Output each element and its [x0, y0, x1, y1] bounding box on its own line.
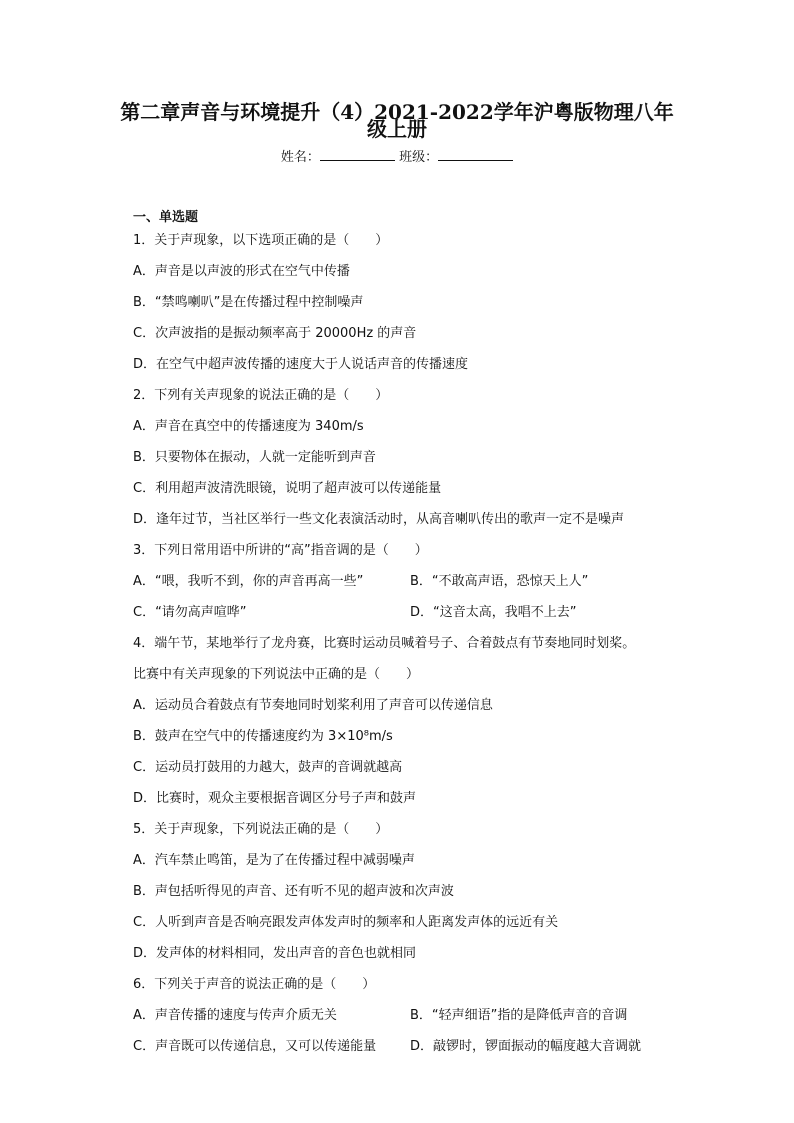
question-line — [133, 449, 693, 480]
question-line — [133, 852, 693, 883]
question-line — [133, 325, 693, 356]
line-text: B．只要物体在振动，人就一定能听到声音 — [133, 450, 376, 465]
line-text: D．在空气中超声波传播的速度大于人说话声音的传播速度 — [133, 357, 469, 372]
question-line — [133, 976, 693, 1007]
student-info — [0, 146, 794, 165]
line-text: C．声音既可以传递信息，又可以传递能量 — [133, 1039, 377, 1054]
line-text: B．“禁鸣喇叭”是在传播过程中控制噪声 — [133, 295, 364, 310]
line-text: A．声音传播的速度与传声介质无关 — [133, 1008, 337, 1023]
line-text-col2: B．“轻声细语”指的是降低声音的音调 — [410, 1008, 628, 1023]
line-text-col2: B．“不敢高声语，恐惊天上人” — [410, 574, 589, 589]
question-line — [133, 759, 693, 790]
line-text: B．声包括听得见的声音、还有听不见的超声波和次声波 — [133, 884, 454, 899]
question-line — [133, 573, 693, 604]
question-line — [133, 1038, 693, 1069]
question-line — [133, 883, 693, 914]
line-text: 1．关于声现象，以下选项正确的是（ ） — [133, 233, 389, 248]
question-line — [133, 914, 693, 945]
question-line — [133, 480, 693, 511]
question-line — [133, 790, 693, 821]
line-text: 3．下列日常用语中所讲的“高”指音调的是（ ） — [133, 543, 428, 558]
line-text-col2: D．“这音太高，我唱不上去” — [410, 605, 577, 620]
line-text: 5．关于声现象，下列说法正确的是（ ） — [133, 822, 389, 837]
question-line — [133, 542, 693, 573]
question-line — [133, 418, 693, 449]
line-text: A．声音在真空中的传播速度为 340m/s — [133, 419, 364, 434]
class-label: 班级： — [399, 150, 439, 165]
question-line — [133, 511, 693, 542]
section-heading: 一、单选题 — [133, 210, 199, 225]
line-text: C．人听到声音是否响亮跟发声体发声时的频率和人距离发声体的远近有关 — [133, 915, 559, 930]
question-line — [133, 356, 693, 387]
name-label: 姓名： — [280, 150, 320, 165]
line-text: C．“请勿高声喧哗” — [133, 605, 247, 620]
line-text: C．次声波指的是振动频率高于 20000Hz 的声音 — [133, 326, 417, 341]
name-blank[interactable] — [320, 149, 395, 161]
line-text: 比赛中有关声现象的下列说法中正确的是（ ） — [133, 667, 420, 682]
question-list — [133, 232, 693, 1069]
line-text: A．运动员合着鼓点有节奏地同时划桨利用了声音可以传递信息 — [133, 698, 493, 713]
line-text: A．声音是以声波的形式在空气中传播 — [133, 264, 350, 279]
question-line — [133, 263, 693, 294]
question-line — [133, 387, 693, 418]
line-text: 6．下列关于声音的说法正确的是（ ） — [133, 977, 376, 992]
question-line — [133, 945, 693, 976]
question-line — [133, 821, 693, 852]
line-text: D．比赛时，观众主要根据音调区分号子声和鼓声 — [133, 791, 417, 806]
line-text: 4．端午节，某地举行了龙舟赛，比赛时运动员喊着号子、合着鼓点有节奏地同时划桨。 — [133, 636, 636, 651]
question-line — [133, 232, 693, 263]
line-text: D．逢年过节，当社区举行一些文化表演活动时，从高音喇叭传出的歌声一定不是噪声 — [133, 512, 625, 527]
question-line — [133, 294, 693, 325]
question-line — [133, 697, 693, 728]
class-blank[interactable] — [438, 149, 513, 161]
question-line — [133, 666, 693, 697]
doc-title-line2: 级上册 — [367, 117, 427, 141]
line-text: D．发声体的材料相同，发出声音的音色也就相同 — [133, 946, 417, 961]
line-text: B．鼓声在空气中的传播速度约为 3×10⁸m/s — [133, 729, 393, 744]
question-line — [133, 728, 693, 759]
doc-title-line1: 第二章声音与环境提升（4）2021-2022学年沪粤版物理八年 — [120, 100, 674, 124]
question-line — [133, 604, 693, 635]
question-line — [133, 635, 693, 666]
line-text: 2．下列有关声现象的说法正确的是（ ） — [133, 388, 389, 403]
line-text-col2: D．敲锣时，锣面振动的幅度越大音调就 — [410, 1039, 642, 1054]
line-text: A．汽车禁止鸣笛，是为了在传播过程中减弱噪声 — [133, 853, 415, 868]
line-text: C．运动员打鼓用的力越大，鼓声的音调就越高 — [133, 760, 403, 775]
question-line — [133, 1007, 693, 1038]
line-text: C．利用超声波清洗眼镜，说明了超声波可以传递能量 — [133, 481, 442, 496]
line-text: A．“喂，我听不到，你的声音再高一些” — [133, 574, 364, 589]
